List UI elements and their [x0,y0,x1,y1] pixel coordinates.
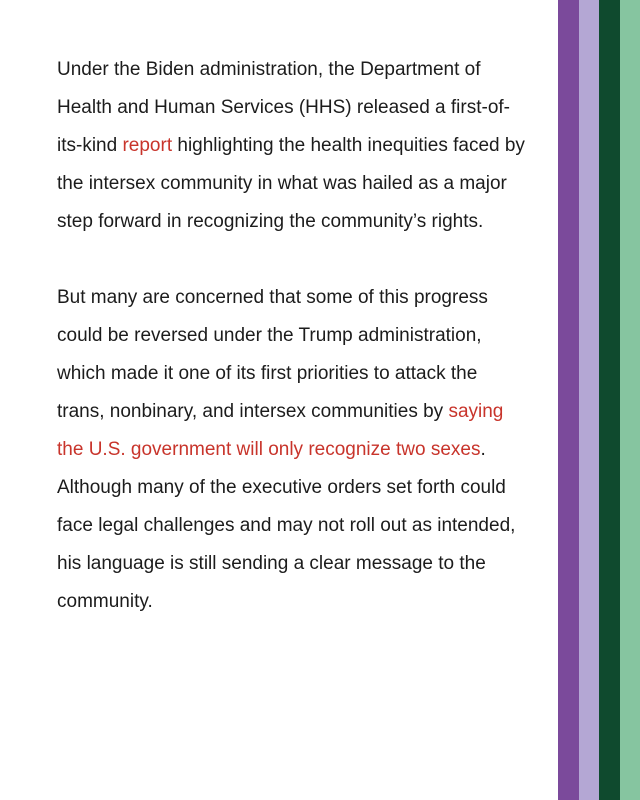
report-link[interactable]: report [122,135,173,156]
two-sexes-link[interactable]: saying the U.S. government will only recognize two sexes [57,401,504,460]
lavender-stripe [579,0,599,800]
mint-stripe [620,0,640,800]
purple-stripe [558,0,579,800]
paragraph-1-text-start: Under the Biden administration, the Department of Health and Human Services (HHS) released a first-of-its-kind [57,59,511,156]
article-body [57,51,527,621]
paragraph-2-text-end: . Although many of the executive orders set forth could face legal challenges and may not roll out as intended, his language is still sending a clear message to the community. [57,439,516,612]
paragraph-1 [57,51,527,241]
decorative-stripes [558,0,640,800]
paragraph-2-text-start: But many are concerned that some of this progress could be reversed under the Trump administration, which made it one of its first priorities to attack the trans, nonbinary, and intersex communities by [57,287,488,422]
paragraph-1-text-end: highlighting the health inequities faced by the intersex community in what was hailed as a major step forward in recognizing the community’s rights. [57,135,525,232]
paragraph-2 [57,279,527,621]
dark-green-stripe [599,0,620,800]
